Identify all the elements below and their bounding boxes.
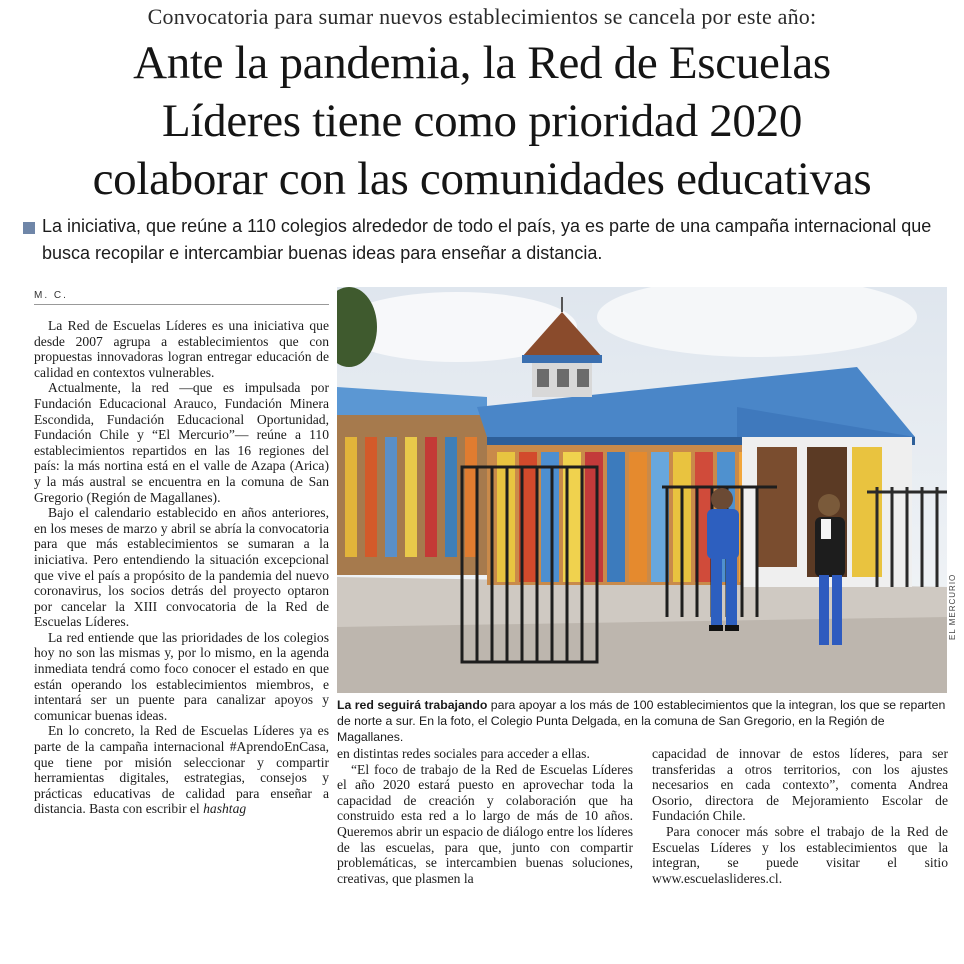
body-paragraph: capacidad de innovar de estos líderes, para ser transferidas a otros territorios, con los ajustes necesarios en cada contexto”, comenta Andrea Osorio, directora de Mejoramiento Escolar de Fundación Chile. — [652, 746, 948, 824]
lead-paragraph: La iniciativa, que reúne a 110 colegios alrededor de todo el país, ya es parte de una campaña internacional que busca recopilar e intercambiar buenas ideas para enseñar a distancia. — [42, 216, 932, 263]
body-column-3 — [652, 746, 948, 886]
body-text: En lo concreto, la Red de Escuelas Líderes ya es parte de la campaña internacional #AprendoEnCasa, que tiene por misión seleccionar y compartir herramientas digitales, estrategias, consejos y prácticas educativas de calidad para enseñar a distancia. Basta con escribir el — [34, 723, 329, 817]
school-photo — [337, 287, 947, 693]
body-paragraph — [34, 723, 329, 817]
byline: M. C. — [34, 290, 68, 301]
school-photo-illustration — [337, 287, 947, 693]
body-paragraph: Actualmente, la red —que es impulsada por Fundación Educacional Arauco, Fundación Minera Escondida, Fundación Educacional Oportunidad, Fundación Chile y “El Mercurio”— reúne a 110 establecimientos repartidos en las 16 regiones del país: la más nortina está en el valle de Azapa (Arica) y la más austral se encuentra en la comuna de San Gregorio (Región de Magallanes). — [34, 380, 329, 505]
kicker: Convocatoria para sumar nuevos establecimientos se cancela por este año: — [147, 4, 817, 29]
body-paragraph: Para conocer más sobre el trabajo de la Red de Escuelas Líderes y los establecimientos que la integran, se puede visitar el sitio www.escuelaslideres.cl. — [652, 823, 948, 886]
body-paragraph: en distintas redes sociales para acceder a ellas. — [337, 746, 590, 761]
hashtag-word: hashtag — [203, 801, 247, 817]
body-paragraph: La red entiende que las prioridades de los colegios hoy no son las mismas y, por lo mismo, en la agenda inmediata tendrá como foco conocer el estado en que están operando los establecimientos miembros, e intentará ser un puente para canalizar apoyos y comunicar buenas ideas. — [34, 629, 329, 723]
headline-line-1: Ante la pandemia, la Red de Escuelas — [133, 37, 831, 89]
caption-lead: La red seguirá trabajando — [337, 698, 488, 712]
headline — [10, 34, 954, 208]
lead-bullet-square-icon — [23, 222, 35, 234]
body-paragraph: Bajo el calendario establecido en años anteriores, en los meses de marzo y abril se abría la convocatoria para que más establecimientos se sumaran a la iniciativa. Pero entendiendo la situación excepcional que vive el país a propósito de la pandemia del nuevo coronavirus, los socios detrás del proyecto optaron por cancelar la XIII convocatoria de la Red de Escuelas Líderes. — [34, 505, 329, 630]
caption-text: para apoyar a los más de 100 establecimientos que la integran, los que se reparten de norte a sur. En la foto, el Colegio Punta Delgada, en la comuna de San Gregorio, en la Región de Magallanes. — [337, 698, 946, 744]
body-column-1 — [34, 318, 329, 817]
headline-line-3: colaborar con las comunidades educativas — [92, 153, 872, 205]
body-paragraph: La Red de Escuelas Líderes es una iniciativa que desde 2007 agrupa a establecimientos que con propuestas innovadoras logran entregar educación de calidad en contextos vulnerables. — [34, 318, 329, 380]
photo-credit: EL MERCURIO — [948, 573, 957, 640]
body-paragraph: “El foco de trabajo de la Red de Escuelas Líderes el año 2020 estará puesto en aprovechar toda la capacidad de creación y colaboración que ha construido esta red a lo largo de más de 10 años. Queremos abrir un espacio de diálogo entre los líderes de las escuelas, para que, junto con compartir problemáticas, se intercambien buenas soluciones, creativas, que plasmen la — [337, 761, 633, 886]
photo-caption — [337, 697, 949, 745]
headline-line-2: Líderes tiene como prioridad 2020 — [161, 95, 803, 147]
body-column-2 — [337, 746, 633, 886]
byline-divider — [34, 304, 329, 305]
